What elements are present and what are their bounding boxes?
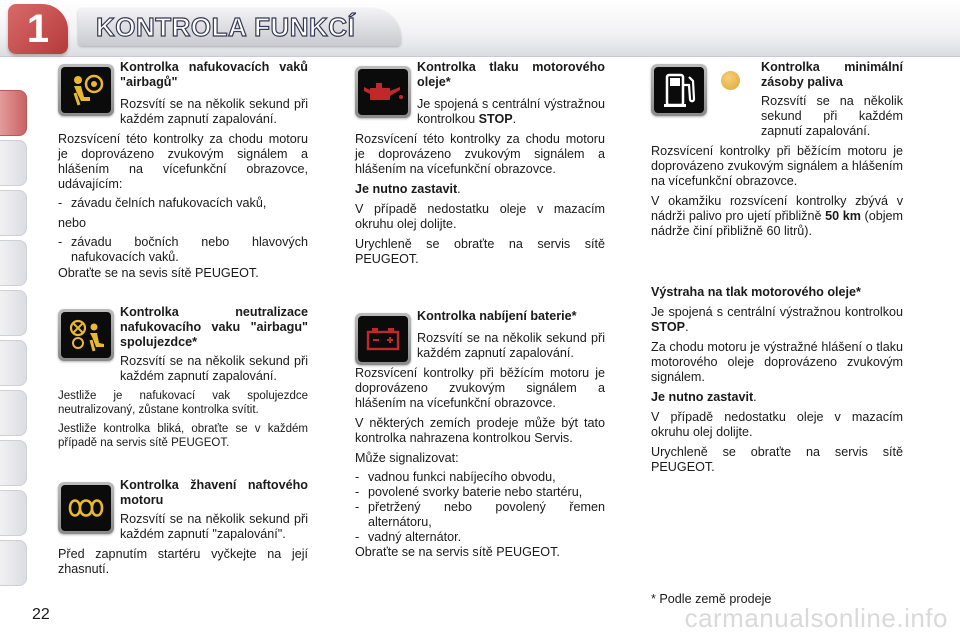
fuel-heading: Kontrolka minimální zásoby paliva <box>761 60 903 89</box>
airbag-section <box>58 60 308 281</box>
oil-warning-section <box>651 285 903 475</box>
battery-intro: Rozsvítí se na několik sekund při každém zapnutí zapalování. <box>417 331 605 360</box>
battery-heading: Kontrolka nabíjení baterie* <box>417 309 577 323</box>
fuel-text: Rozsvícení kontrolky při běžícím motoru je doprovázeno zvukovým signálem a hlášením na vícefunkční obrazovce. <box>651 144 903 188</box>
side-tab[interactable] <box>0 240 27 286</box>
oil-section <box>355 60 605 267</box>
side-tab[interactable] <box>0 140 27 186</box>
airbag-list-2 <box>58 235 308 265</box>
airbag-intro: Rozsvítí se na několik sekund při každém zapnutí zapalování. <box>120 97 308 126</box>
side-tab[interactable] <box>0 190 27 236</box>
list-item: - vadný alternátor. <box>355 530 605 545</box>
airbag-list <box>58 196 308 211</box>
list-item: - přetržený nebo povolený řemen alternátoru, <box>355 500 605 530</box>
column-left <box>58 60 308 577</box>
side-tab[interactable] <box>0 490 27 536</box>
column-middle <box>355 60 605 560</box>
fuel-section <box>651 60 903 239</box>
fuel-pump-icon <box>661 71 697 109</box>
oil-warning-service: Urychleně se obraťte na servis sítě PEUGEOT. <box>651 445 903 474</box>
side-tab[interactable] <box>0 540 27 586</box>
glow-section <box>58 478 308 577</box>
oil-warning-text: Za chodu motoru je výstražné hlášení o tlaku motorového oleje doprovázeno zvukovým signálem. <box>651 340 903 384</box>
battery-list <box>355 470 605 545</box>
oil-warning-stop-note <box>651 390 903 405</box>
battery-icon <box>365 326 401 352</box>
oil-warning-heading: Výstraha na tlak motorového oleje* <box>651 285 861 299</box>
side-tab[interactable] <box>0 440 27 486</box>
oil-service: Urychleně se obraťte na servis sítě PEUGEOT. <box>355 237 605 266</box>
watermark: carmanualsonline.info <box>684 603 948 633</box>
oil-pressure-lamp <box>355 66 411 118</box>
airbag-warning-lamp <box>58 64 114 116</box>
page-title: KONTROLA FUNKCÍ <box>78 8 401 46</box>
fuel-range <box>651 194 903 239</box>
side-tab-active[interactable] <box>0 90 27 136</box>
airbag-icon <box>66 71 106 109</box>
oil-intro <box>417 97 605 127</box>
fuel-range-text: V okamžiku rozsvícení kontrolky zbývá v nádrži palivo pro ujetí přibližně <box>651 194 903 223</box>
oil-warning-intro <box>651 305 903 335</box>
oil-stop-end: . <box>457 182 461 196</box>
oil-warning-stop-end: . <box>753 390 757 404</box>
glow-text: Před zapnutím startéru vyčkejte na její zhasnutí. <box>58 547 308 576</box>
orange-indicator-dot <box>721 71 740 90</box>
list-item: - vadnou funkci nabíjecího obvodu, <box>355 470 605 485</box>
airbag-text: Rozsvícení této kontrolky za chodu motoru je doprovázeno zvukovým signálem a hlášením na vícefunkční obrazovce, udávajícím: <box>58 132 308 191</box>
battery-text-2: V některých zemích prodeje může být tato kontrolka nahrazena kontrolkou Servis. <box>355 416 605 445</box>
fuel-range-end: (objem nádrže činí přibližně 60 litrů). <box>651 209 903 238</box>
list-item: - závadu bočních nebo hlavových nafukovacích vaků. <box>58 235 308 265</box>
stop-label: STOP <box>478 112 513 126</box>
airbag-service: Obraťte se na sevis sítě PEUGEOT. <box>58 266 259 280</box>
fuel-range-km: 50 km <box>825 209 861 223</box>
oil-warning-intro-end: . <box>685 320 689 334</box>
battery-service: Obraťte se na servis sítě PEUGEOT. <box>355 545 560 559</box>
neutralize-intro: Rozsvítí se na několik sekund při každém zapnutí zapalování. <box>120 354 308 383</box>
neutralize-text-2: Jestliže kontrolka bliká, obraťte se v každém případě na servis sítě PEUGEOT. <box>58 423 308 449</box>
oil-text: Rozsvícení této kontrolky za chodu motoru je doprovázeno zvukovým signálem a hlášením na vícefunkční obrazovce. <box>355 132 605 176</box>
chapter-badge: 1 <box>8 4 68 54</box>
side-tabs <box>0 60 30 580</box>
page-number: 22 <box>32 606 50 623</box>
battery-text: Rozsvícení kontrolky při běžícím motoru je doprovázeno zvukovým signálem a hlášením na vícefunkční obrazovce. <box>355 366 605 410</box>
neutralize-heading: Kontrolka neutralizace nafukovacího vaku "airbagu" spolujezdce* <box>120 305 308 349</box>
fuel-intro: Rozsvítí se na několik sekund při každém zapnutí zapalování. <box>761 94 903 138</box>
list-item: - závadu čelních nafukovacích vaků, <box>58 196 308 211</box>
footnote: * Podle země prodeje <box>651 592 772 606</box>
oil-refill: V případě nedostatku oleje v mazacím okruhu olej dolijte. <box>355 202 605 231</box>
side-tab[interactable] <box>0 340 27 386</box>
side-tab[interactable] <box>0 290 27 336</box>
fuel-reserve-lamp <box>651 64 707 116</box>
stop-label: STOP <box>651 320 686 334</box>
neutralize-section <box>58 305 308 450</box>
glow-plug-icon <box>66 495 106 521</box>
oil-warning-stop-text: Je nutno zastavit <box>651 390 754 404</box>
list-item: - povolené svorky baterie nebo startéru, <box>355 485 605 500</box>
airbag-neutralize-lamp <box>58 309 114 361</box>
airbag-heading: Kontrolka nafukovacích vaků "airbagů" <box>120 60 308 89</box>
neutralize-text: Jestliže je nafukovací vak spolujezdce neutralizovaný, zůstane kontrolka svítit. <box>58 390 308 416</box>
side-tab[interactable] <box>0 390 27 436</box>
oil-warning-intro-text: Je spojená s centrální výstražnou kontrolkou <box>651 305 903 319</box>
oil-intro-end: . <box>512 112 517 126</box>
battery-section <box>355 309 605 560</box>
airbag-or: nebo <box>58 216 87 230</box>
oil-heading: Kontrolka tlaku motorového oleje* <box>417 60 605 89</box>
oil-stop-note <box>355 182 605 197</box>
passenger-airbag-off-icon <box>66 316 106 354</box>
column-right <box>651 60 903 475</box>
glow-heading: Kontrolka žhavení naftového motoru <box>120 478 308 507</box>
oil-warning-refill: V případě nedostatku oleje v mazacím okruhu olej dolijte. <box>651 410 903 439</box>
oil-stop-text: Je nutno zastavit <box>355 182 458 196</box>
battery-signal-intro: Může signalizovat: <box>355 451 459 465</box>
oil-intro-text: Je spojená s centrální výstražnou kontrolkou <box>417 97 605 126</box>
battery-charge-lamp <box>355 313 411 365</box>
glow-intro: Rozsvítí se na několik sekund při každém zapnutí "zapalování". <box>120 512 308 541</box>
glow-plug-lamp <box>58 482 114 534</box>
oil-can-icon <box>362 79 404 105</box>
